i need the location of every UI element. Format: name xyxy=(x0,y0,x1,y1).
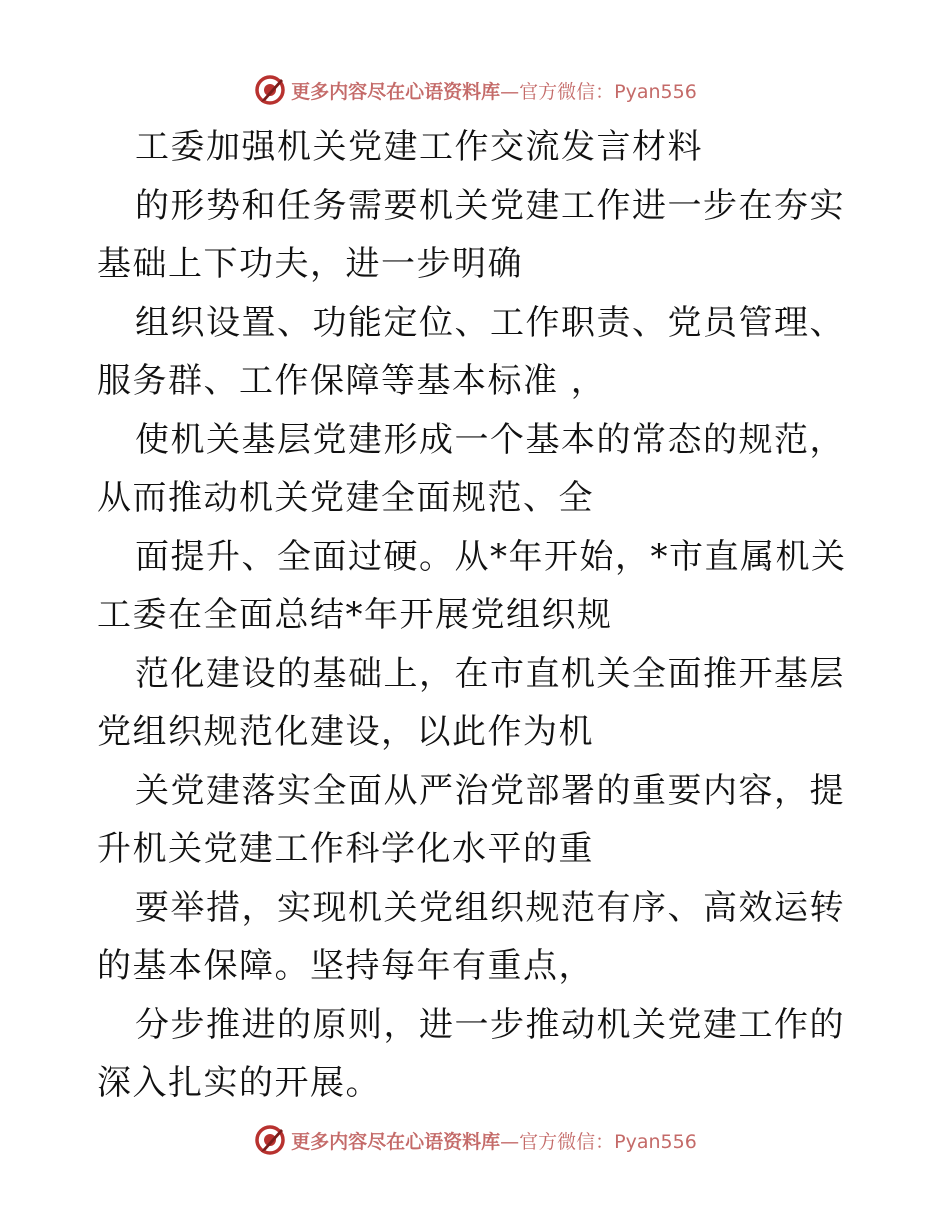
paragraph: 使机关基层党建形成一个基本的常态的规范，从而推动机关党建全面规范、全 xyxy=(97,419,845,518)
paragraph: 要举措，实现机关党组织规范有序、高效运转的基本保障。坚持每年有重点， xyxy=(97,887,845,986)
banner-wechat-text: —官方微信：Pyan556 xyxy=(500,80,697,103)
document-body xyxy=(97,118,857,1113)
header-banner xyxy=(0,70,950,110)
paragraph: 分步推进的原则，进一步推动机关党建工作的深入扎实的开展。 xyxy=(97,1004,845,1103)
paragraph: 范化建设的基础上，在市直机关全面推开基层党组织规范化建设，以此作为机 xyxy=(97,653,845,752)
paragraph: 的形势和任务需要机关党建工作进一步在夯实基础上下功夫，进一步明确 xyxy=(97,185,845,284)
pen-logo-icon xyxy=(253,1123,287,1157)
paragraph: 组织设置、功能定位、工作职责、党员管理、服务群、工作保障等基本标准 ， xyxy=(97,302,845,401)
footer-banner xyxy=(0,1120,950,1160)
document-title: 工委加强机关党建工作交流发言材料 xyxy=(135,127,703,167)
pen-logo-icon xyxy=(253,73,287,107)
banner-wechat-text: —官方微信：Pyan556 xyxy=(500,1130,697,1153)
banner-main-text: 更多内容尽在心语资料库 xyxy=(291,1130,501,1153)
paragraph: 关党建落实全面从严治党部署的重要内容，提升机关党建工作科学化水平的重 xyxy=(97,770,845,869)
paragraph: 面提升、全面过硬。从*年开始，*市直属机关工委在全面总结*年开展党组织规 xyxy=(97,536,847,635)
banner-main-text: 更多内容尽在心语资料库 xyxy=(291,80,501,103)
